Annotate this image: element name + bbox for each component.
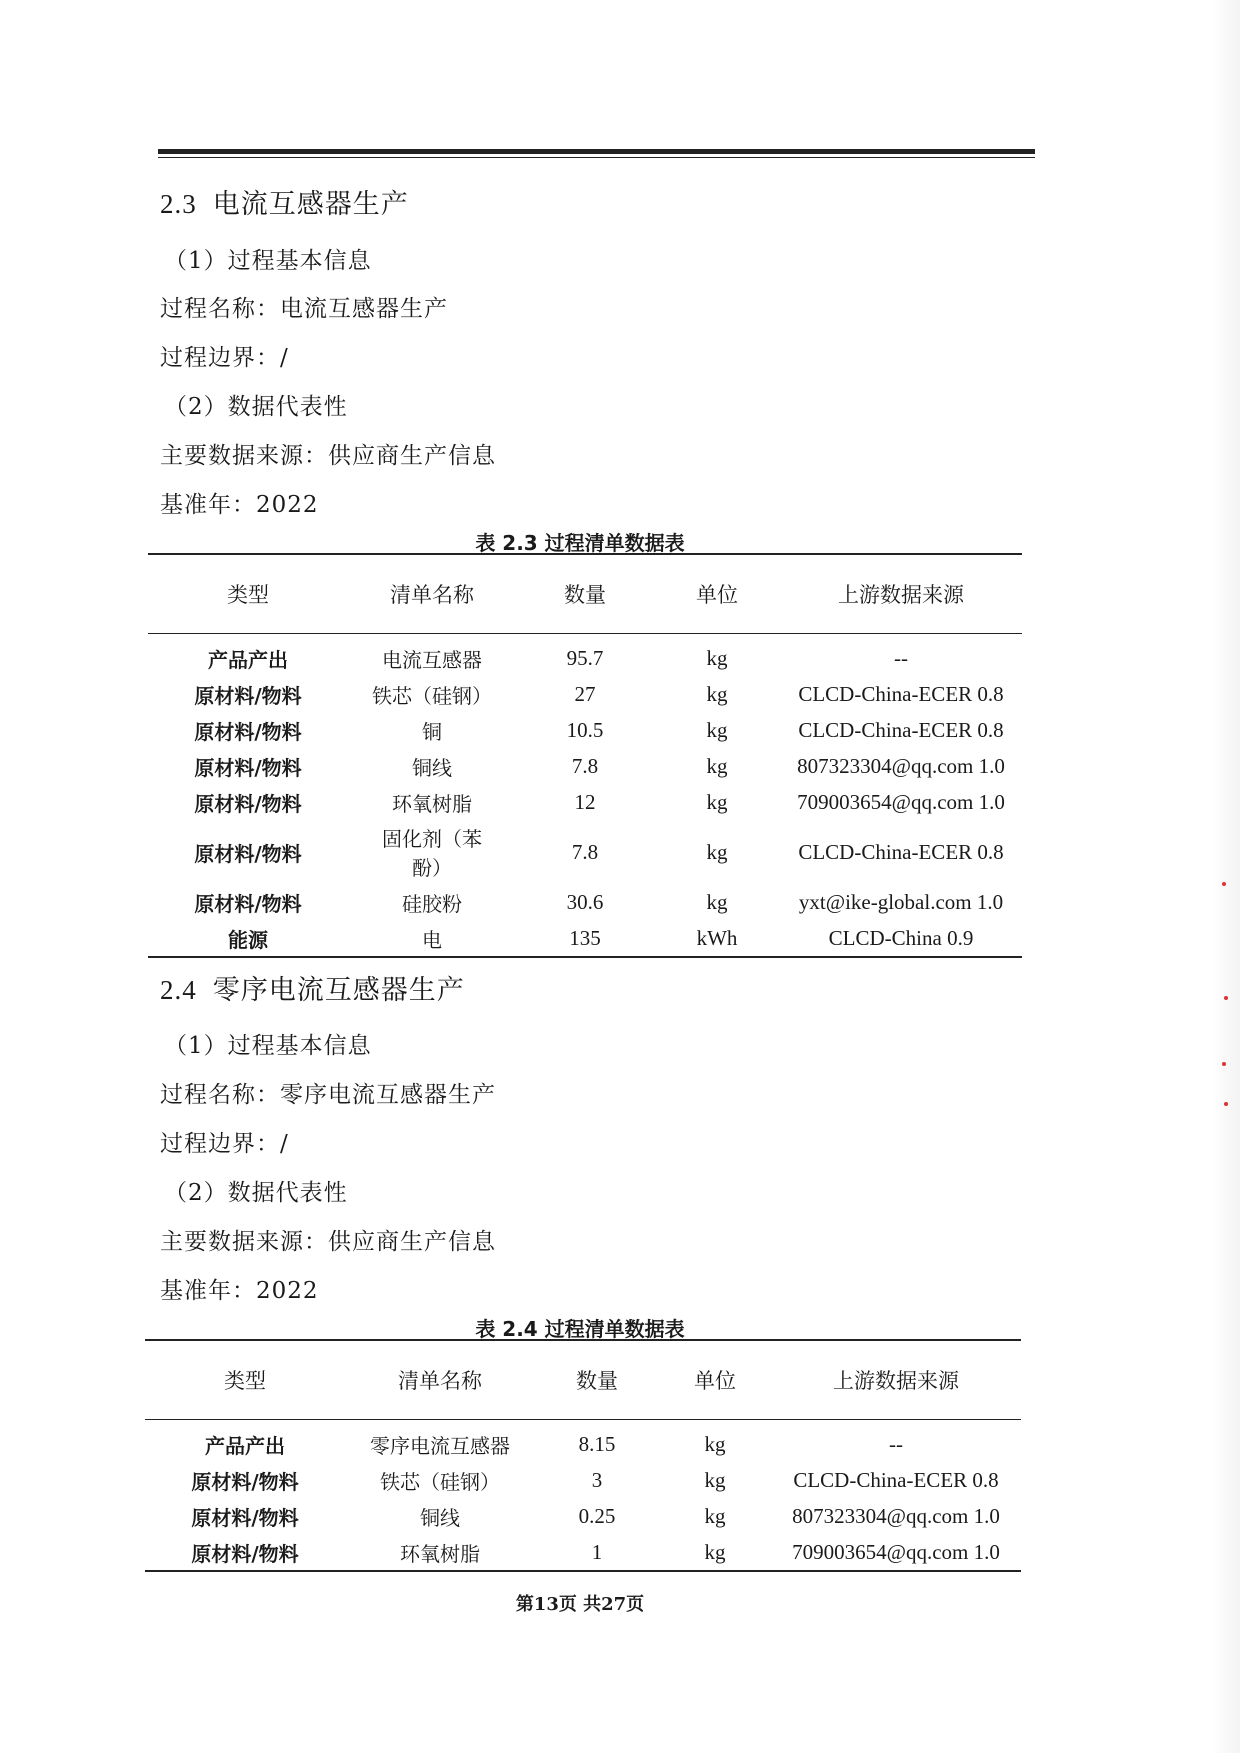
basic-info-label: （1）过程基本信息 (164, 248, 372, 274)
header-rule-thin (158, 157, 1035, 158)
base-year: 基准年：2022 (160, 1278, 319, 1304)
cell-upstream-source: CLCD-China 0.9 (780, 920, 1022, 957)
cell-quantity: 27 (574, 681, 596, 706)
scan-mark (1222, 882, 1226, 886)
cell-item-name: 铜 (422, 719, 442, 744)
process-boundary: 过程边界：/ (160, 1131, 289, 1157)
col-header-unit: 单位 (654, 554, 780, 634)
cell-type: 原材料/物料 (145, 1534, 345, 1571)
cell-quantity: 95.7 (566, 645, 604, 670)
cell-quantity: 7.8 (571, 753, 599, 778)
table-row (148, 676, 1022, 712)
cell-quantity: 7.8 (571, 839, 599, 864)
process-boundary: 过程边界：/ (160, 345, 289, 371)
data-source: 主要数据来源：供应商生产信息 (160, 1229, 496, 1255)
cell-quantity: 12 (574, 789, 596, 814)
header-rule-thick (158, 149, 1035, 154)
cell-quantity: 8.15 (578, 1431, 616, 1456)
cell-type: 能源 (148, 920, 348, 957)
section-2-3-heading (160, 182, 409, 221)
process-name: 过程名称：零序电流互感器生产 (160, 1082, 496, 1108)
table-row (148, 820, 1022, 884)
cell-upstream-source: CLCD-China-ECER 0.8 (793, 1467, 999, 1492)
cell-upstream-source: yxt@ike-global.com 1.0 (798, 889, 1004, 914)
table-row (145, 1534, 1021, 1571)
section-number: 2.4 (160, 975, 197, 1005)
cell-item-name: 环氧树脂 (392, 791, 472, 816)
scan-mark (1224, 996, 1228, 1000)
cell-type: 产品产出 (205, 1433, 285, 1458)
cell-type: 原材料/物料 (194, 791, 302, 816)
cell-item-name: 铜线 (412, 755, 452, 780)
scan-edge (1212, 0, 1240, 1753)
base-year: 基准年：2022 (160, 492, 319, 518)
col-header-quantity: 数量 (516, 554, 654, 634)
cell-type: 原材料/物料 (194, 891, 302, 916)
cell-type: 原材料/物料 (191, 1469, 299, 1494)
col-header-quantity: 数量 (535, 1340, 659, 1420)
cell-upstream-source: 807323304@qq.com 1.0 (792, 1503, 1000, 1528)
cell-unit: kg (706, 839, 728, 864)
table-caption: 表 2.4 过程清单数据表 (475, 1317, 685, 1341)
table-row (145, 1420, 1021, 1463)
scan-mark (1224, 1102, 1228, 1106)
representativeness-label: （2）数据代表性 (164, 1180, 348, 1206)
cell-upstream-source: 807323304@qq.com 1.0 (797, 753, 1005, 778)
cell-unit: kg (659, 1534, 771, 1571)
cell-quantity: 0.25 (578, 1503, 616, 1528)
cell-unit: kg (706, 753, 728, 778)
col-header-item-name: 清单名称 (345, 1340, 535, 1420)
table-row (145, 1498, 1021, 1534)
cell-type: 原材料/物料 (194, 841, 302, 866)
table-row (148, 884, 1022, 920)
col-header-item-name: 清单名称 (348, 554, 516, 634)
cell-unit: kWh (654, 920, 780, 957)
process-inventory-table (145, 1339, 1021, 1572)
table-row (148, 634, 1022, 677)
cell-unit: kg (704, 1467, 726, 1492)
cell-item-name: 铁芯（硅钢） (372, 683, 492, 708)
cell-upstream-source: CLCD-China-ECER 0.8 (798, 681, 1004, 706)
table-header-row (145, 1340, 1021, 1420)
cell-upstream-source: CLCD-China-ECER 0.8 (798, 717, 1004, 742)
col-header-type: 类型 (145, 1340, 345, 1420)
col-header-upstream-source: 上游数据来源 (771, 1340, 1021, 1420)
cell-quantity: 135 (516, 920, 654, 957)
table-row (148, 712, 1022, 748)
cell-unit: kg (706, 789, 728, 814)
cell-upstream-source: 709003654@qq.com 1.0 (797, 789, 1005, 814)
table-row (148, 748, 1022, 784)
table-row (145, 1462, 1021, 1498)
col-header-upstream-source: 上游数据来源 (780, 554, 1022, 634)
cell-unit: kg (706, 717, 728, 742)
section-2-4-heading (160, 968, 465, 1007)
section-title: 电流互感器生产 (212, 189, 409, 220)
cell-type: 产品产出 (208, 647, 288, 672)
table-header-row (148, 554, 1022, 634)
process-name: 过程名称：电流互感器生产 (160, 296, 448, 322)
cell-item-name: 电流互感器 (382, 647, 482, 672)
table-caption: 表 2.3 过程清单数据表 (475, 531, 685, 555)
cell-quantity: 1 (535, 1534, 659, 1571)
cell-item-name: 零序电流互感器 (370, 1433, 510, 1458)
cell-type: 原材料/物料 (194, 719, 302, 744)
cell-type: 原材料/物料 (191, 1505, 299, 1530)
cell-upstream-source: -- (894, 645, 908, 670)
cell-upstream-source: 709003654@qq.com 1.0 (771, 1534, 1021, 1571)
cell-unit: kg (704, 1431, 726, 1456)
cell-item-name: 电 (348, 920, 516, 957)
col-header-unit: 单位 (659, 1340, 771, 1420)
page-footer: 第13页 共27页 (515, 1594, 645, 1615)
cell-upstream-source: CLCD-China-ECER 0.8 (798, 839, 1004, 864)
cell-item-name: 铜线 (420, 1505, 460, 1530)
scan-mark (1222, 1062, 1226, 1066)
col-header-type: 类型 (148, 554, 348, 634)
cell-item-name: 环氧树脂 (345, 1534, 535, 1571)
cell-quantity: 10.5 (566, 717, 604, 742)
cell-item-name: 铁芯（硅钢） (380, 1469, 500, 1494)
section-title: 零序电流互感器生产 (212, 975, 465, 1006)
representativeness-label: （2）数据代表性 (164, 394, 348, 420)
table-row (148, 920, 1022, 957)
cell-unit: kg (704, 1503, 726, 1528)
process-inventory-table (148, 553, 1022, 958)
cell-type: 原材料/物料 (194, 683, 302, 708)
data-source: 主要数据来源：供应商生产信息 (160, 443, 496, 469)
cell-quantity: 30.6 (566, 889, 604, 914)
cell-unit: kg (706, 889, 728, 914)
basic-info-label: （1）过程基本信息 (164, 1033, 372, 1059)
cell-upstream-source: -- (889, 1431, 903, 1456)
cell-quantity: 3 (591, 1467, 603, 1492)
section-number: 2.3 (160, 189, 197, 219)
cell-unit: kg (706, 645, 728, 670)
cell-item-name: 固化剂（苯 酚） (382, 827, 482, 880)
cell-item-name: 硅胶粉 (402, 891, 462, 916)
cell-unit: kg (706, 681, 728, 706)
cell-type: 原材料/物料 (194, 755, 302, 780)
table-row (148, 784, 1022, 820)
